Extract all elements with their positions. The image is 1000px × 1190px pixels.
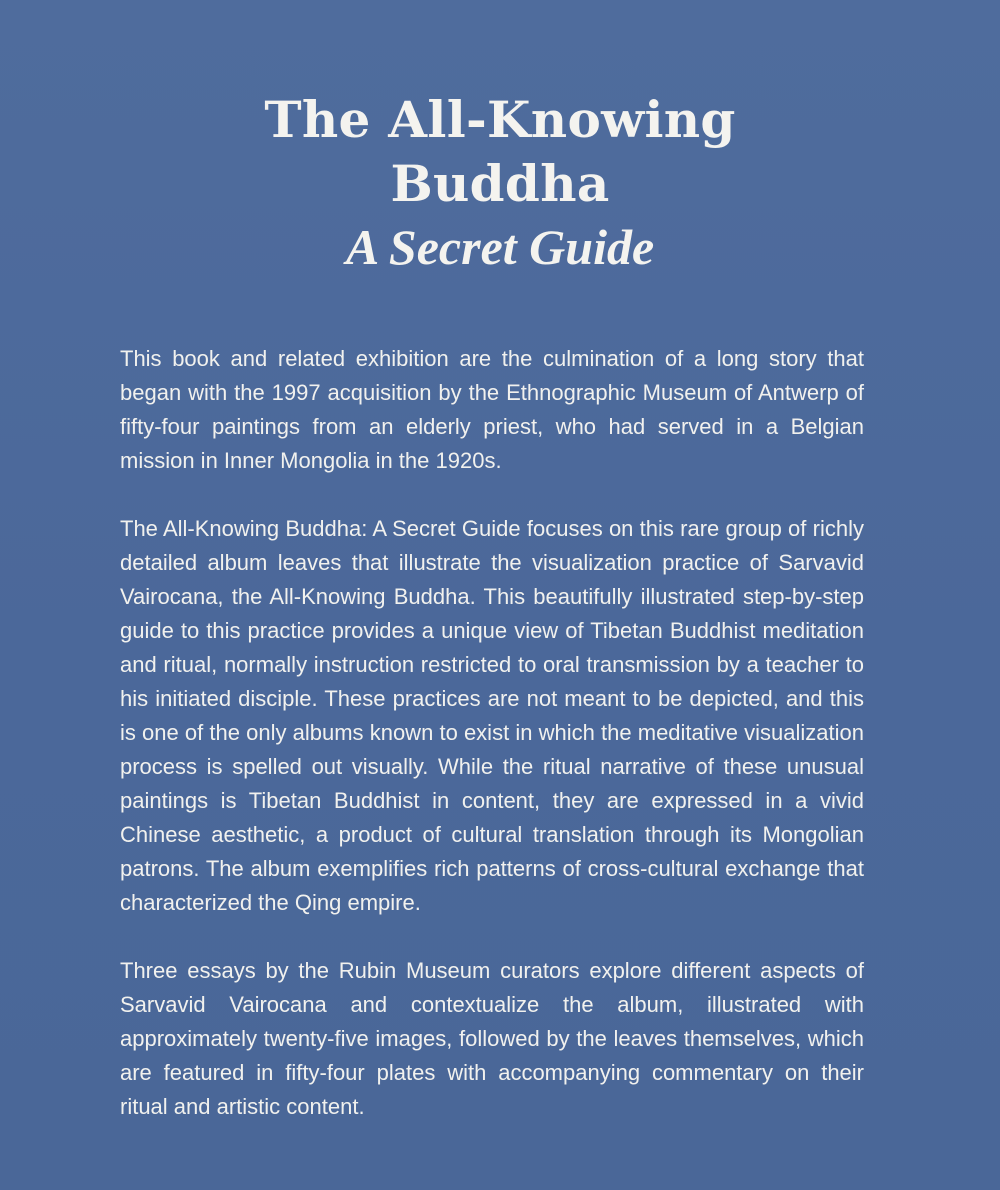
book-subtitle: A Secret Guide — [345, 219, 655, 275]
blurb — [120, 342, 864, 1124]
blurb-paragraph-2: The All-Knowing Buddha: A Secret Guide focuses on this rare group of richly detailed album leaves that illustrate the visualization practice of Sarvavid Vairocana, the All-Knowing Buddha. This beautifully illustrated step-by-step guide to this practice provides a unique view of Tibetan Buddhist meditation and ritual, normally instruction restricted to oral transmission by a teacher to his initiated disciple. These practices are not meant to be depicted, and this is one of the only albums known to exist in which the meditative visualization process is spelled out visually. While the ritual narrative of these unusual paintings is Tibetan Buddhist in content, they are expressed in a vivid Chinese aesthetic, a product of cultural translation through its Mongolian patrons. The album exemplifies rich patterns of cross-cultural exchange that characterized the Qing empire. — [120, 516, 864, 915]
blurb-paragraph-1: This book and related exhibition are the culmination of a long story that began with the 1997 acquisition by the Ethnographic Museum of Antwerp of fifty-four paintings from an elderly priest, who had served in a Belgian mission in Inner Mongolia in the 1920s. — [120, 346, 864, 473]
book-title-line-1: The All-Knowing — [264, 90, 736, 149]
book-title-line-2: Buddha — [390, 154, 610, 213]
title-block — [0, 88, 1000, 278]
blurb-paragraph-3: Three essays by the Rubin Museum curators explore different aspects of Sarvavid Vairocana and contextualize the album, illustrated with approximately twenty-five images, followed by the leaves themselves, which are featured in fifty-four plates with accompanying commentary on their ritual and artistic content. — [120, 958, 864, 1119]
